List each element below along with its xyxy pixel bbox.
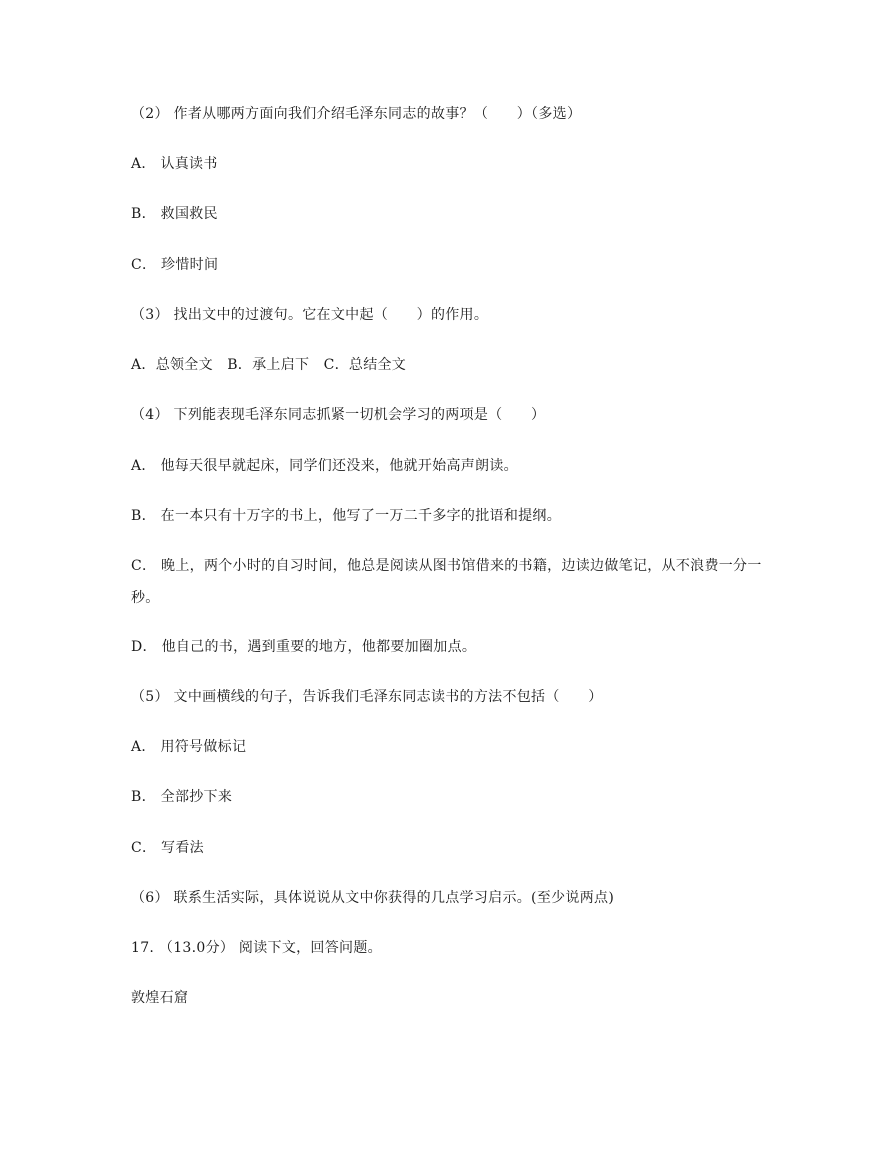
question-4-option-a: A． 他每天很早就起床，同学们还没来，他就开始高声朗读。 <box>131 458 518 474</box>
question-5-option-b: B． 全部抄下来 <box>131 789 233 805</box>
question-6-stem: （6） 联系生活实际，具体说说从文中你获得的几点学习启示。(至少说两点) <box>131 890 615 906</box>
question-5-option-a: A． 用符号做标记 <box>131 739 247 755</box>
question-4-option-c: C． 晚上，两个小时的自习时间，他总是阅读从图书馆借来的书籍，边读边做笔记，从不浪费一分一秒。 <box>131 558 762 606</box>
question-3-options: A．总领全文 B．承上启下 C．总结全文 <box>131 357 407 373</box>
question-2-option-c: C． 珍惜时间 <box>131 257 219 273</box>
question-2-option-b: B． 救国救民 <box>131 206 218 222</box>
question-4-option-b: B． 在一本只有十万字的书上，他写了一万二千多字的批语和提纲。 <box>131 508 562 524</box>
question-4-option-d: D． 他自己的书，遇到重要的地方，他都要加圈加点。 <box>131 639 477 655</box>
question-4-stem: （4） 下列能表现毛泽东同志抓紧一切机会学习的两项是（ ） <box>131 407 546 423</box>
question-2-stem: （2） 作者从哪两方面向我们介绍毛泽东同志的故事？（ ）（多选） <box>131 106 582 122</box>
question-17-stem: 17. （13.0分） 阅读下文，回答问题。 <box>131 940 382 956</box>
question-5-stem: （5） 文中画横线的句子，告诉我们毛泽东同志读书的方法不包括（ ） <box>131 689 603 705</box>
question-3-stem: （3） 找出文中的过渡句。它在文中起（ ）的作用。 <box>131 307 489 323</box>
question-5-option-c: C． 写看法 <box>131 840 204 856</box>
question-2-option-a: A． 认真读书 <box>131 156 218 172</box>
passage-title: 敦煌石窟 <box>131 990 189 1006</box>
